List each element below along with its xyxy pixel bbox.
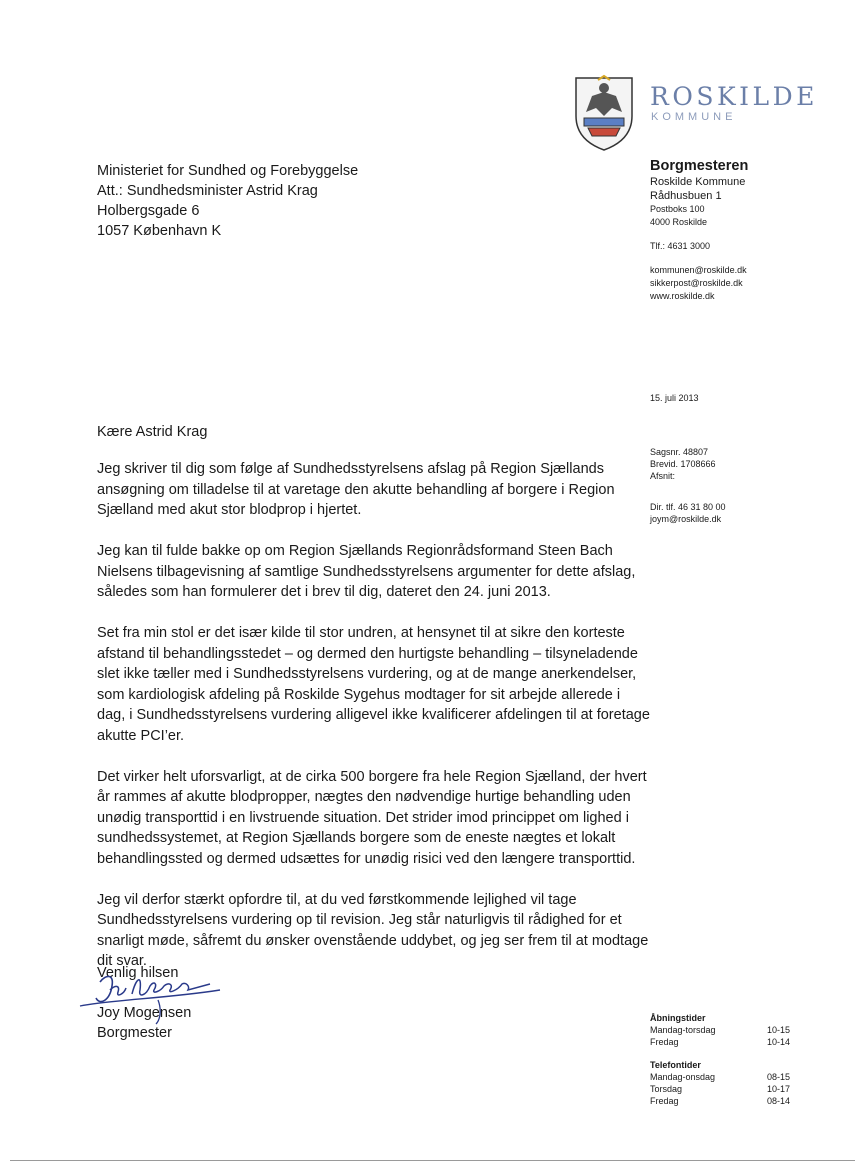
salutation: Kære Astrid Krag [97,424,208,440]
hours-row: Mandag-onsdag 08-15 [650,1071,790,1082]
direct-email: joym@roskilde.dk [650,514,722,524]
hours-row: Fredag 08-14 [650,1096,790,1107]
hours-row: Torsdag 10-17 [650,1084,790,1095]
reference-block [650,446,716,482]
sender-city: 4000 Roskilde [650,217,708,227]
phone-hours-title: Telefontider [650,1059,701,1070]
hours-row: Fredag 10-14 [650,1037,790,1048]
signer-name: Joy Mogensen [97,1005,192,1021]
roskilde-crest-icon [572,72,636,152]
opening-hours-title: Åbningstider [650,1013,706,1023]
hours-row: Mandag-torsdag 10-15 [650,1025,790,1036]
closing-greeting: Venlig hilsen [97,965,179,981]
sender-title: Borgmesteren [650,158,749,174]
sender-website: www.roskilde.dk [650,291,715,301]
sender-phone: Tlf.: 4631 3000 [650,241,711,251]
letter-id: Brevid. 1708666 [650,459,716,469]
handwritten-signature-icon [70,960,230,1030]
footer-divider [10,1160,855,1161]
logo-subtitle: KOMMUNE [651,111,737,123]
letter-date: 15. juli 2013 [650,393,699,403]
paragraph: Set fra min stol er det især kilde til stor undren, at hensynet til at sikre den korteste afstand til behandlingsstedet – og dermed den hurtigste behandling – tilsyneladende slet ikke tæller med i Sundhedsstyrelsens vurdering, og at de mange anerkendelser, som kardiologisk afdeling på Roskilde Sygehus modtager for sit arbejde allerede i dag, i Sundhedsstyrelsens vurdering alligevel ikke kvalificerer afdelingen til at foretage akutte PCI’er. [97,625,650,744]
logo-name: ROSKILDE [650,82,818,111]
hours-block [650,1012,790,1107]
sender-box: Postboks 100 [650,204,705,214]
sender-email: kommunen@roskilde.dk [650,265,747,275]
paragraph: Jeg vil derfor stærkt opfordre til, at du ved førstkommende lejlighed vil tage Sundhedsstyrelsens vurdering op til revision. Jeg står naturligvis til rådighed for et snarligt møde, såfremt du ønsker ovenstående uddybet, og jeg ser frem til at modtage dit svar. [97,891,649,969]
recipient-address [97,161,358,241]
direct-contact [650,501,726,525]
sender-block [650,157,850,303]
case-number: Sagsnr. 48807 [650,447,709,457]
recipient-line: 1057 København K [97,223,222,239]
paragraph: Jeg skriver til dig som følge af Sundhedsstyrelsens afslag på Region Sjællands ansøgning om tilladelse til at varetage den akutte behandling af borgere i Region Sjælland med akut stor blodprop i hjertet. [97,461,615,518]
sender-street: Rådhusbuen 1 [650,190,722,202]
recipient-line: Ministeriet for Sundhed og Forebyggelse [97,163,359,179]
signer-role: Borgmester [97,1025,172,1041]
letter-body [97,459,650,992]
direct-phone: Dir. tlf. 46 31 80 00 [650,502,726,512]
paragraph: Jeg kan til fulde bakke op om Region Sjællands Regionrådsformand Steen Bach Nielsens tilbagevisning af samtlige Sundhedsstyrelsens argumenter for dette afslag, således som han formulerer det i brev til dig, dateret den 24. juni 2013. [97,543,636,600]
sender-secure-email: sikkerpost@roskilde.dk [650,278,743,288]
section: Afsnit: [650,471,676,481]
recipient-line: Att.: Sundhedsminister Astrid Krag [97,183,318,199]
paragraph: Det virker helt uforsvarligt, at de cirka 500 borgere fra hele Region Sjælland, der hvert år rammes af akutte blodpropper, nægtes den nødvendige hurtige behandling uden unødig transporttid i en livstruende situation. Det strider imod princippet om lighed i sundhedssystemet, at Region Sjællands borgere som de eneste nægtes et lokalt behandlingssted og dermed udsættes for unødig risici ved den længere transporttid. [97,768,647,867]
sender-org: Roskilde Kommune [650,176,746,188]
recipient-line: Holbergsgade 6 [97,203,200,219]
